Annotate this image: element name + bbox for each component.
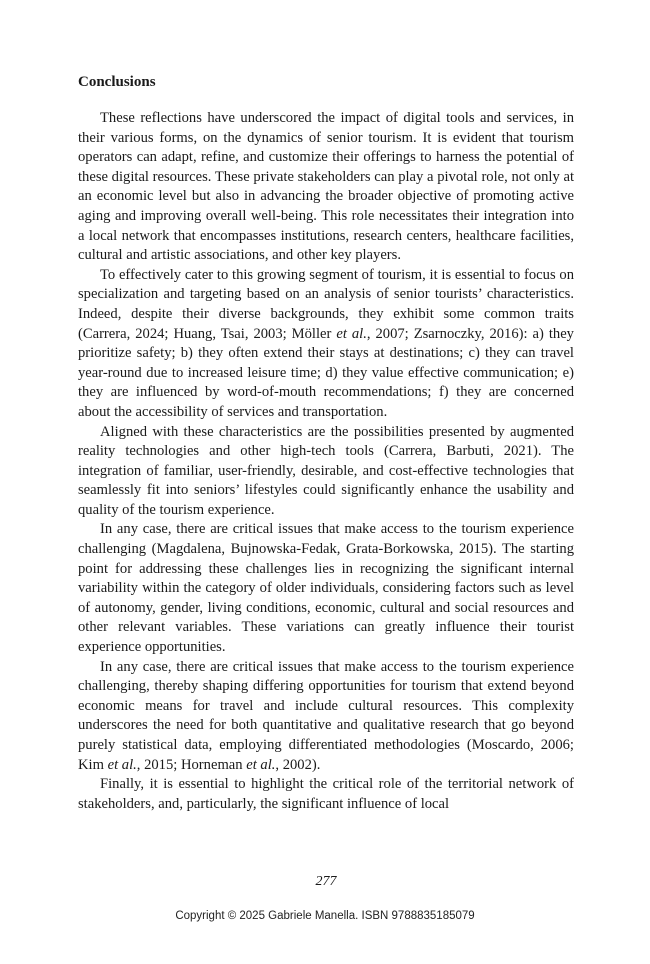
paragraph: In any case, there are critical issues that make access to the tourism experience challenging (Magdalena, Bujnowska-Fedak, Grata-Borkowska, 2015). The starting point for addressing these challenges lies in recognizing the significant internal variability within the category of older individuals, considering factors such as level of autonomy, gender, living conditions, economic, cultural and social resources and other relevant variables. These variations can greatly influence their tourist experience opportunities. — [78, 521, 574, 656]
paragraph: Aligned with these characteristics are the possibilities presented by augmented reality technologies and other high-tech tools (Carrera, Barbuti, 2021). The integration of familiar, user-friendly, desirable, and cost-effective technologies that seamlessly fit into seniors’ lifestyles could significantly enhance the usability and quality of the tourism experience. — [78, 423, 574, 518]
citation-italic: et al. — [246, 756, 276, 773]
section-heading: Conclusions — [78, 74, 156, 90]
citation-italic: et al. — [336, 325, 367, 342]
paragraph: In any case, there are critical issues that make access to the tourism experience challenging, thereby shaping differing opportunities for tourism that extend beyond economic means for travel and include cultural resources. This complexity underscores the need for both quantitative and qualitative research that go beyond purely statistical data, employing differentiated methodologies (Moscardo, 2006; Kim et al., 2015; Horneman et al., 2002). — [78, 658, 574, 773]
body-text — [78, 109, 574, 814]
paragraph: To effectively cater to this growing segment of tourism, it is essential to focus on specialization and targeting based on an analysis of senior tourists’ characteristics. Indeed, despite their diverse backgrounds, they exhibit some common traits (Carrera, 2024; Huang, Tsai, 2003; Möller et al., 2007; Zsarnoczky, 2016): a) they prioritize safety; b) they often extend their stays at destinations; c) they can travel year-round due to increased leisure time; d) they value effective communication; e) they are influenced by word-of-mouth recommendations; f) they are concerned about the accessibility of services and transportation. — [78, 266, 574, 420]
citation-italic: et al. — [107, 756, 137, 773]
page-number: 277 — [315, 874, 337, 889]
paragraph: These reflections have underscored the impact of digital tools and services, in their various forms, on the dynamics of senior tourism. It is evident that tourism operators can adapt, refine, and customize their offerings to harness the potential of these digital resources. These private stakeholders can play a pivotal role, not only at an economic level but also in advancing the broader objective of promoting active aging and improving overall well-being. This role necessitates their integration into a local network that encompasses institutions, research centers, healthcare facilities, cultural and artistic associations, and other key players. — [78, 110, 574, 264]
paragraph: Finally, it is essential to highlight the critical role of the territorial network of stakeholders, and, particularly, the significant influence of local — [78, 776, 574, 812]
copyright-notice: Copyright © 2025 Gabriele Manella. ISBN 9788835185079 — [175, 910, 475, 922]
